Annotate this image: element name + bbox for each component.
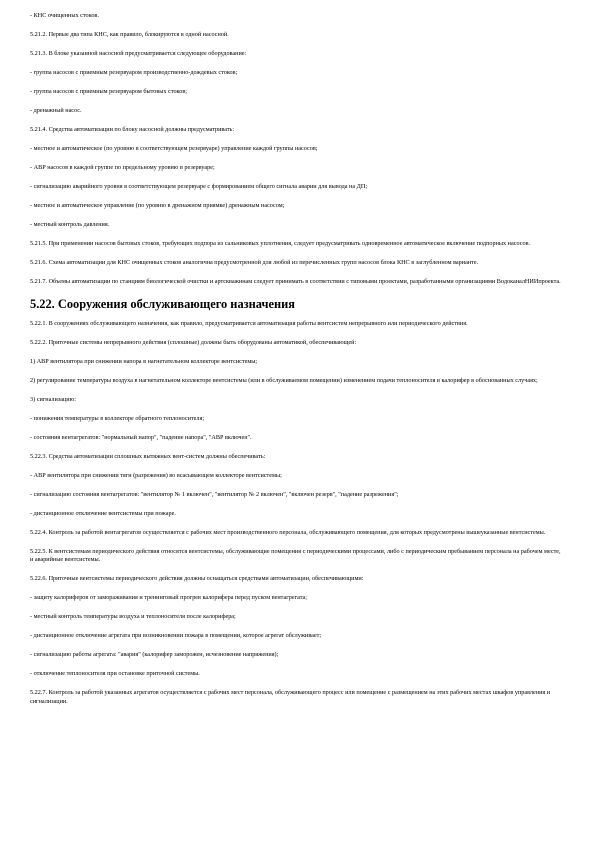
- document-body: [30, 12, 565, 717]
- paragraph: 5.22.1. В сооружениях обслуживающего назначения, как правило, предусматривается автоматизация работы вентсистем непрерывного или периодического действия.: [30, 319, 468, 327]
- list-item: - отключение теплоносителя при остановке приточной системы.: [30, 670, 200, 678]
- list-item: - группа насосов с приемным резервуаром бытовых стоков;: [30, 87, 187, 95]
- paragraph: 5.21.6. Схема автоматизации для КНС очищенных стоков аналогична предусмотренной для любой из перечисленных групп насосов блока КНС в заглубленном варианте.: [30, 258, 479, 266]
- list-item: - сигнализацию состояния вентагрегатов: "вентилятор № 1 включен", "вентилятор № 2 включен", "включен резерв", "падение разрежения";: [30, 490, 399, 498]
- list-item: - понижения температуры в коллекторе обратного теплоносителя;: [30, 414, 205, 422]
- list-item: - местный контроль температуры воздуха и теплоносителя после калорифера;: [30, 613, 236, 621]
- list-item: 2) регулирование температуры воздуха в нагнетательном коллекторе вентсистемы (или в обслуживаемом помещении) изменением подачи теплоносителя в калорифер в обоснованных случаях;: [30, 376, 538, 384]
- list-item: - состояния вентагрегатов: "нормальный напор", "падение напора", "АВР включен".: [30, 433, 252, 441]
- paragraph: 5.22.3. Средства автоматизации сплошных вытяжных вент-систем должны обеспечивать:: [30, 452, 266, 460]
- list-item: - местное и автоматическое (по уровню в соответствующем резервуаре) управление каждой группы насосов;: [30, 144, 318, 152]
- paragraph: - КНС очищенных стоков.: [30, 12, 99, 19]
- list-item: - дренажный насос.: [30, 106, 82, 114]
- paragraph: 5.21.5. При применении насосов бытовых стоков, требующих подпора из сальниковых уплотнения, следует предусматривать одновременное автоматическое включение подпорных насосов.: [30, 239, 531, 247]
- list-item: - местное и автоматическое управление (по уровню в дренажном приямке) дренажным насосом;: [30, 201, 285, 209]
- paragraph: 5.21.7. Объемы автоматизации по станциям биологической очистки и артскважинам следует принимать в соответствии с типовыми проектами, разработанными организациями ВодоканалНИИпроекта.: [30, 277, 561, 285]
- list-item: - местный контроль давления.: [30, 220, 110, 228]
- paragraph: 5.21.3. В блоке указанной насосной предусматривается следующее оборудование:: [30, 49, 247, 57]
- paragraph: 5.22.2. Приточные системы непрерывного действия (сплошные) должны быть оборудованы автоматикой, обеспечивающей:: [30, 338, 357, 346]
- paragraph: 5.22.4. Контроль за работой вентагрегатов осуществляется с рабочих мест производственного персонала, обслуживающего помещения, для которых предусмотрены вышеуказанные вентсистемы.: [30, 528, 546, 536]
- paragraph: 5.22.5. К вентсистемам периодического действия относятся вентсистемы, обслуживающие помещения с периодическими процессами, либо с периодическим пребыванием персонала на рабочем месте, и аварийные вентсистемы.: [30, 547, 561, 564]
- list-item: - дистанционное отключение агрегата при возникновении пожара в помещении, которое агрегат обслуживает;: [30, 632, 322, 640]
- list-item: - сигнализацию работы агрегата: "авария" (калорифер заморожен, исчезновение напряжения);: [30, 651, 279, 659]
- list-item: - сигнализацию аварийного уровня в соответствующем резервуаре с формированием общего сигнала аварии для вывода на ДП;: [30, 182, 368, 190]
- list-item: 1) АВР вентилятора при снижении напора в нагнетательном коллекторе вентсистемы;: [30, 357, 258, 365]
- paragraph: 5.21.2. Первые два типа КНС, как правило, блокируются в одной насосной.: [30, 30, 229, 38]
- paragraph: 5.22.6. Приточные вентсистемы периодического действия должны оснащаться средствами автоматизации, обеспечивающими:: [30, 575, 364, 583]
- paragraphs-after-section: [30, 320, 565, 707]
- paragraph: 5.21.4. Средства автоматизации по блоку насосной должны предусматривать:: [30, 125, 235, 133]
- paragraphs-before-section: [30, 12, 565, 287]
- list-item: - АВР вентилятора при снижении тяги (разрежения) во всасывающем коллекторе вентсистемы;: [30, 471, 282, 479]
- list-item: - защиту калориферов от замораживания и тренинговый прогрев калорифера перед пуском вентагрегата;: [30, 594, 307, 602]
- list-item: - дистанционное отключение вентсистемы при пожаре.: [30, 509, 176, 517]
- list-item: 3) сигнализацию:: [30, 395, 76, 403]
- list-item: - группа насосов с приемным резервуаром производственно-дождевых стоков;: [30, 68, 238, 76]
- paragraph: 5.22.7. Контроль за работой указанных агрегатов осуществляется с рабочих мест персонала, обслуживающего процесс или помещение с размещением на этих рабочих местах шкафов управления и сигнализации.: [30, 689, 551, 706]
- list-item: - АВР насосов в каждой группе по предельному уровню в резервуаре;: [30, 163, 215, 171]
- section-heading: 5.22. Сооружения обслуживающего назначения: [30, 296, 295, 311]
